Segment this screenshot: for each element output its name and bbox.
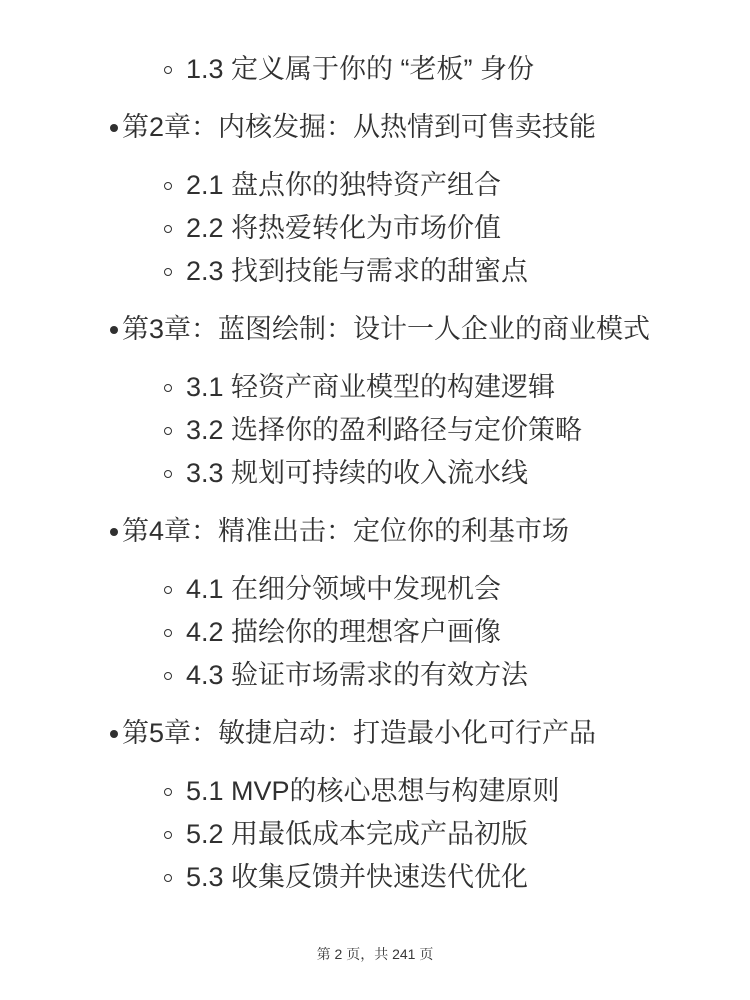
toc-chapter (0, 106, 750, 149)
filled-bullet-icon (110, 528, 118, 536)
hollow-bullet-icon (164, 788, 172, 796)
hollow-bullet-icon (164, 225, 172, 233)
toc-subitem-label: 2.3 找到技能与需求的甜蜜点 (186, 256, 529, 286)
hollow-bullet-icon (164, 586, 172, 594)
toc-subitem-label: 4.2 描绘你的理想客户画像 (186, 617, 502, 647)
hollow-bullet-icon (164, 182, 172, 190)
toc-subitem-label: 5.3 收集反馈并快速迭代优化 (186, 862, 529, 892)
filled-bullet-icon (110, 730, 118, 738)
toc-subitem-label: 4.1 在细分领域中发现机会 (186, 574, 502, 604)
toc-subitem (0, 366, 750, 409)
hollow-bullet-icon (164, 874, 172, 882)
toc-subitem-label: 3.2 选择你的盈利路径与定价策略 (186, 415, 583, 445)
hollow-bullet-icon (164, 66, 172, 74)
page-indicator: 第 2 页，共 241 页 (316, 946, 434, 962)
toc-subitem-label: 2.2 将热爱转化为市场价值 (186, 213, 502, 243)
hollow-bullet-icon (164, 470, 172, 478)
toc-chapter-label: 第4章：精准出击：定位你的利基市场 (122, 516, 570, 546)
toc-subitem (0, 813, 750, 856)
hollow-bullet-icon (164, 672, 172, 680)
toc-chapter (0, 712, 750, 755)
toc-subitem-label: 5.1 MVP的核心思想与构建原则 (186, 776, 560, 806)
toc-chapter (0, 510, 750, 553)
toc-chapter-label: 第5章：敏捷启动：打造最小化可行产品 (122, 718, 597, 748)
hollow-bullet-icon (164, 268, 172, 276)
toc-subitem (0, 770, 750, 813)
toc-subitem (0, 207, 750, 250)
toc-chapter-label: 第2章：内核发掘：从热情到可售卖技能 (122, 112, 597, 142)
toc-subitem (0, 164, 750, 207)
page-footer (0, 946, 750, 962)
toc-subitem (0, 250, 750, 293)
toc-subitem-label: 4.3 验证市场需求的有效方法 (186, 660, 529, 690)
toc-subitem-label: 3.1 轻资产商业模型的构建逻辑 (186, 372, 556, 402)
toc-chapter-label: 第3章：蓝图绘制：设计一人企业的商业模式 (122, 314, 651, 344)
toc-subitem-label: 2.1 盘点你的独特资产组合 (186, 170, 502, 200)
toc-subitem (0, 48, 750, 91)
toc-subitem (0, 611, 750, 654)
toc-chapter (0, 308, 750, 351)
toc-subitem (0, 452, 750, 495)
toc-subitem-label: 1.3 定义属于你的 “老板” 身份 (186, 54, 535, 84)
toc-subitem (0, 409, 750, 452)
hollow-bullet-icon (164, 831, 172, 839)
toc-subitem-label: 5.2 用最低成本完成产品初版 (186, 819, 529, 849)
toc-subitem-label: 3.3 规划可持续的收入流水线 (186, 458, 529, 488)
filled-bullet-icon (110, 326, 118, 334)
hollow-bullet-icon (164, 629, 172, 637)
toc-subitem (0, 856, 750, 899)
hollow-bullet-icon (164, 384, 172, 392)
toc-subitem (0, 654, 750, 697)
filled-bullet-icon (110, 124, 118, 132)
toc-subitem (0, 568, 750, 611)
hollow-bullet-icon (164, 427, 172, 435)
